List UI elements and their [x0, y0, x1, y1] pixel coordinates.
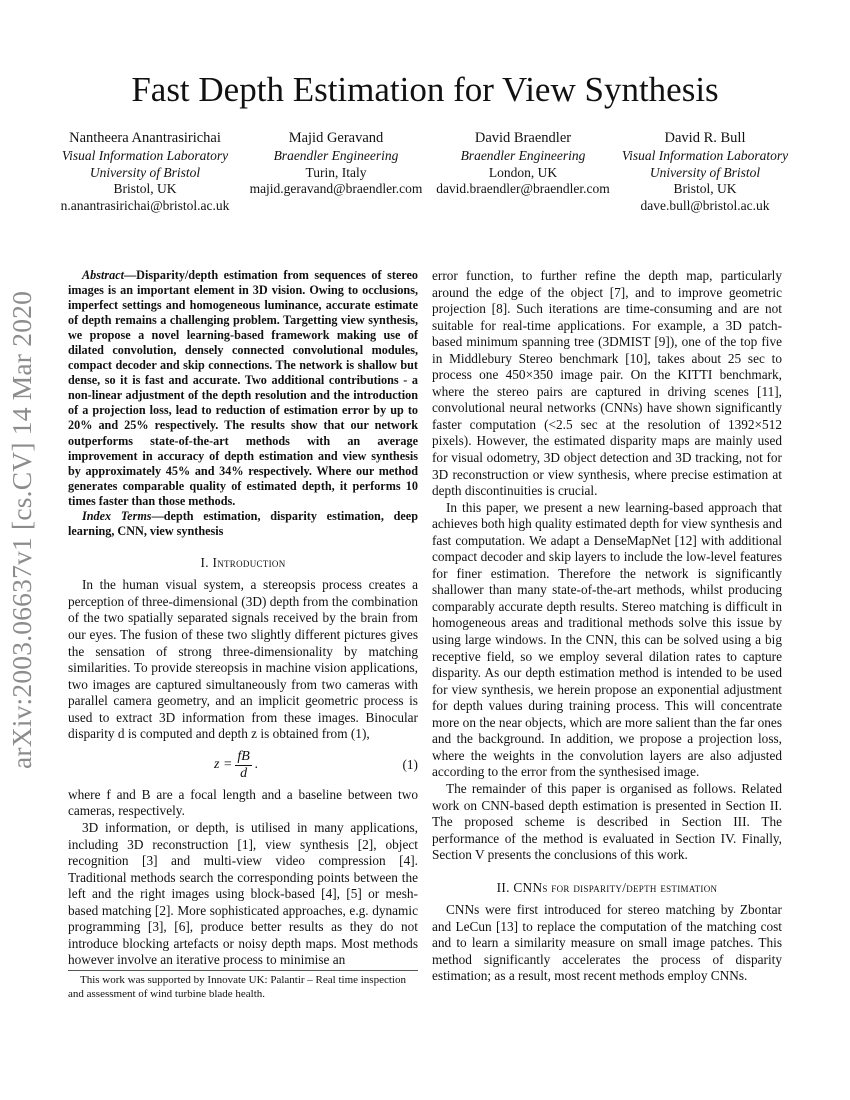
equation-numerator: fB: [237, 748, 250, 764]
author-name: David Braendler: [474, 130, 572, 146]
author-name: Nantheera Anantrasirichai: [69, 130, 221, 146]
equation-fraction: [235, 749, 251, 782]
arxiv-sidebar: [2, 290, 42, 770]
section-title: Introduction: [212, 554, 286, 570]
author-city: London, UK: [488, 164, 558, 180]
paragraph: where f and B are a focal length and a baseline between two cameras, respectively.: [68, 786, 418, 819]
equation-lhs: z =: [214, 757, 233, 773]
equation-number: (1): [402, 756, 418, 772]
abstract: [68, 268, 418, 509]
footnote: [68, 970, 418, 1001]
index-terms: [68, 509, 418, 539]
author-city: Turin, Italy: [305, 164, 367, 180]
abstract-label: Abstract: [82, 268, 124, 282]
equation-denominator: d: [240, 765, 248, 781]
paragraph: error function, to further refine the depth map, particularly around the edge of the object [7], and to improve geometric projection [8]. Such iterations are time-consuming and are not suitable for real-time applications. For example, a 3D patch-based minimum spanning tree (3DMIST [9]), one of the top five in Middlebury Stereo benchmark [10], takes about 25 sec to process one 450×350 image pair. On the KITTI benchmark, where the stereo pairs are captured in driving scenes [11], convolutional neural networks (CNNs) have shown significantly faster computation (<2.5 sec at the resolution of 1392×512 pixels). However, the estimated disparity maps are mainly used for visual odometry, 3D object detection and 3D tracking, not for 3D reconstruction or view synthesis, where precise estimation at depth discontinuities is crucial.: [432, 268, 782, 499]
paragraph: In this paper, we present a new learning-based approach that achieves both high quality estimated depth for view synthesis and fast computation. We adapt a DenseMapNet [12] with additional compact decoder and skip layers to include the low-level features for finer estimation. Therefore the network is significantly shallower than many state-of-the-art methods, whilst producing comparably accurate depth results. Stereo matching is difficult in homogeneous areas and traditional methods solve this issue by using large windows. In the CNN, this can be solved using a big receptive field, so we employ several dilation rates to capture disparity. As our depth estimation method is intended to be used for view synthesis, we herein propose an exponential adjustment for depth values during training process. This will concentrate more on the near objects, which are more salient than the far ones and the background. In addition, we propose a projection loss, where the weights in the convolution layers are also adjusted according to the error from the synthesised image.: [432, 499, 782, 780]
author-name: David R. Bull: [664, 130, 746, 146]
author-affiliation: Braendler Engineering: [273, 148, 399, 164]
section-number: I.: [200, 554, 213, 570]
equation-tail: .: [254, 757, 259, 773]
author-2: [246, 130, 426, 198]
author-1: [40, 130, 250, 214]
paragraph: CNNs were first introduced for stereo matching by Zbontar and LeCun [13] to replace the computation of the matching cost and to learn a similarity measure on small image patches. This method significantly accelerates the process of disparity estimation; as a result, most recent methods employ CNNs.: [432, 902, 782, 984]
author-3: [428, 130, 618, 198]
section-heading-cnns: [432, 880, 782, 897]
paragraph: 3D information, or depth, is utilised in many applications, including 3D reconstruction [1], view synthesis [2], object recognition [3] and multi-view video compression [4]. Traditional methods search the corresponding points between the left and the right images using block-based [4], [5] or mesh-based matching [2]. More sophisticated approaches, e.g. dynamic programming [3], [6], produce better results as they do not introduce blocking artefacts or noisy depth maps. Most methods however involve an iterative process to minimise an: [68, 819, 418, 968]
author-name: Majid Geravand: [288, 130, 384, 146]
section-number: II.: [496, 879, 514, 895]
left-column: [68, 268, 418, 969]
paragraph: In the human visual system, a stereopsis process creates a perception of three-dimensional (3D) depth from the combination of the two spatially separated signals received by the brain from our eyes. The fusion of these two slightly different pictures gives the sensation of strong three-dimensionality by matching similarities. To provide stereopsis in machine vision applications, two images are captured simultaneously from two cameras with parallel camera geometry, and an implicit geometric process is used to extract 3D information from these images. Binocular disparity d is computed and depth z is obtained from (1),: [68, 577, 418, 742]
abstract-text: —Disparity/depth estimation from sequences of stereo images is an important element in 3D vision. Owing to occlusions, imperfect settings and homogeneous luminance, accurate estimate of depth remains a challenging problem. Targetting view synthesis, we propose a novel learning-based framework making use of dilated convolution, densely connected convolutional modules, compact decoder and skip connections. The network is shallow but dense, so it is fast and accurate. Two additional contributions - a non-linear adjustment of the depth resolution and the introduction of a projection loss, lead to reduction of estimation error by up to 20% and 25% respectively. The results show that our network outperforms state-of-the-art methods with an average improvement in accuracy of depth estimation and view synthesis by approximately 45% and 34% respectively. Where our method generates comparable quality of estimated depth, it performs 10 times faster than those methods.: [68, 268, 418, 508]
section-heading-introduction: [68, 555, 418, 572]
author-affiliation: University of Bristol: [649, 164, 761, 180]
index-terms-label: Index Terms: [82, 508, 152, 523]
arxiv-identifier: arXiv:2003.06637v1 [cs.CV] 14 Mar 2020: [6, 290, 37, 770]
right-column: [432, 268, 782, 985]
paragraph: The remainder of this paper is organised as follows. Related work on CNN-based depth estimation is presented in Section II. The proposed scheme is described in Section III. The performance of the method is evaluated in Section IV. Finally, Section V presents the conclusions of this work.: [432, 780, 782, 863]
section-title: CNNs for disparity/depth estimation: [513, 879, 718, 895]
author-affiliation: Visual Information Laboratory: [61, 148, 229, 164]
author-city: Bristol, UK: [673, 181, 737, 197]
footnote-text: This work was supported by Innovate UK: Palantir – Real time inspection and assessment of wind turbine blade health.: [68, 974, 406, 1000]
equation-1: [68, 745, 418, 783]
author-affiliation: Braendler Engineering: [460, 148, 586, 164]
author-email: n.anantrasirichai@bristol.ac.uk: [60, 197, 230, 213]
author-email: dave.bull@bristol.ac.uk: [640, 197, 770, 213]
author-email: majid.geravand@braendler.com: [249, 181, 423, 197]
paper-title: Fast Depth Estimation for View Synthesis: [131, 70, 719, 109]
author-email: david.braendler@braendler.com: [436, 181, 610, 197]
author-affiliation: Visual Information Laboratory: [621, 148, 789, 164]
author-city: Bristol, UK: [113, 181, 177, 197]
author-affiliation: University of Bristol: [89, 164, 201, 180]
author-4: [600, 130, 810, 214]
index-terms-text: —depth estimation, disparity estimation, deep learning, CNN, view synthesis: [68, 508, 418, 538]
